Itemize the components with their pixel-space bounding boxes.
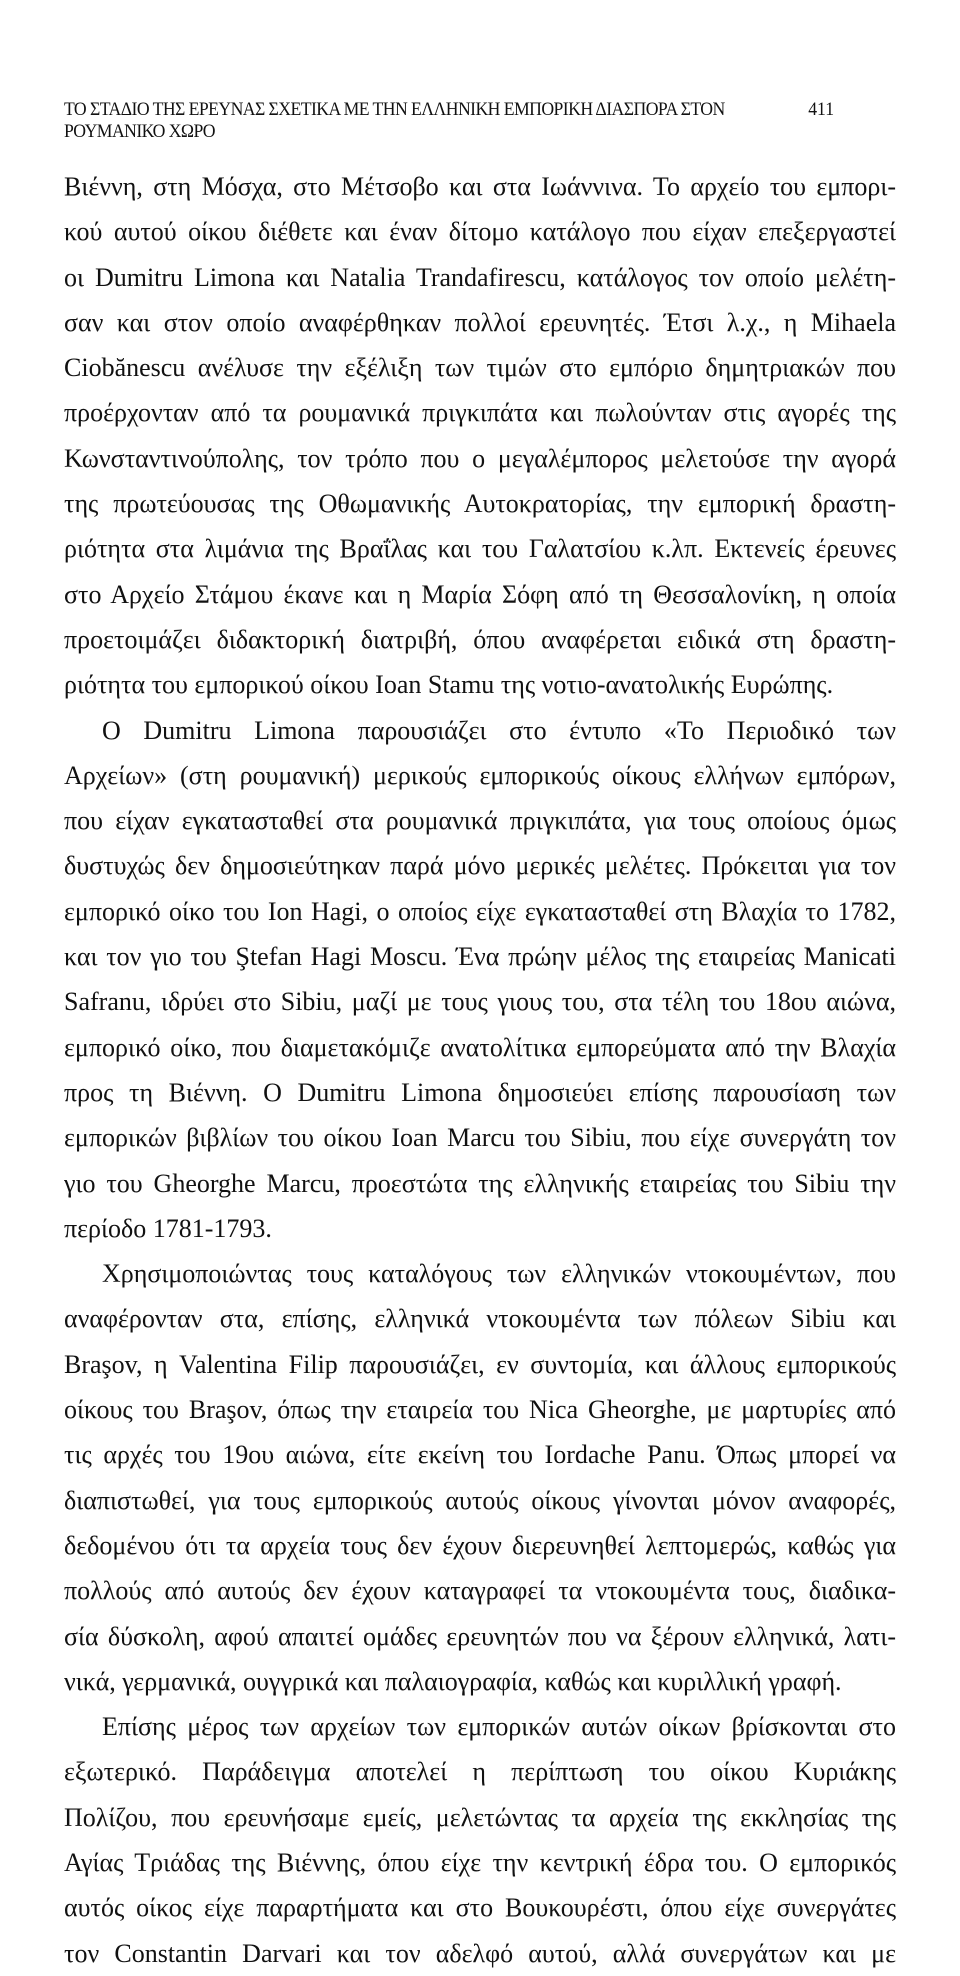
text-line: Πολίζου, που ερευνήσαμε εμείς, μελετώντας τα αρχεία της εκκλησίας της: [64, 1802, 896, 1832]
text-line: προέρχονταν από τα ρουμανικά πριγκιπάτα και πωλούνταν στις αγορές της: [64, 398, 896, 428]
text-line: Ο Dumitru Limona παρουσιάζει στο έντυπο «Το Περιοδικό των: [102, 715, 896, 745]
text-line: κού αυτού οίκου διέθετε και έναν δίτομο κατάλογο που είχαν επεξεργαστεί: [64, 217, 896, 247]
running-title: ΤΟ ΣΤΑΔΙΟ ΤΗΣ ΕΡΕΥΝΑΣ ΣΧΕΤΙΚΑ ΜΕ ΤΗΝ ΕΛΛΗΝΙΚΗ ΕΜΠΟΡΙΚΗ ΔΙΑΣΠΟΡΑ ΣΤΟΝ ΡΟΥΜΑΝΙΚΟ ΧΩΡΟ: [64, 99, 725, 142]
text-line: της πρωτεύουσας της Οθωμανικής Αυτοκρατορίας, την εμπορική δραστη-: [64, 489, 896, 519]
text-line: Κωνσταντινούπολης, τον τρόπο που ο μεγαλέμπορος μελετούσε την αγορά: [64, 443, 896, 473]
text-line: Αρχείων» (στη ρουμανική) μερικούς εμπορικούς οίκους ελλήνων εμπόρων,: [64, 760, 896, 790]
text-line: γιο του Gheorghe Marcu, προεστώτα της ελληνικής εταιρείας του Sibiu την: [64, 1168, 896, 1198]
text-line: περίοδο 1781-1793.: [64, 1213, 272, 1243]
text-line: Χρησιμοποιώντας τους καταλόγους των ελληνικών ντοκουμέντων, που: [102, 1259, 896, 1289]
text-line: νικά, γερμανικά, ουγγρικά και παλαιογραφία, καθώς και κυριλλική γραφή.: [64, 1666, 842, 1696]
text-line: οι Dumitru Limona και Natalia Trandafirescu, κατάλογος τον οποίο μελέτη-: [64, 262, 896, 292]
text-line: προς τη Βιέννη. Ο Dumitru Limona δημοσιεύει επίσης παρουσίαση των: [64, 1077, 896, 1107]
text-line: εμπορικό οίκο, που διαμετακόμιζε ανατολίτικα εμπορεύματα από την Βλαχία: [64, 1032, 896, 1062]
running-head: [64, 99, 834, 143]
text-line: εμπορικών βιβλίων του οίκου Ioan Marcu του Sibiu, που είχε συνεργάτη τον: [64, 1123, 896, 1153]
page-number: 411: [808, 99, 835, 120]
text-line: σαν και στον οποίο αναφέρθηκαν πολλοί ερευνητές. Έτσι λ.χ., η Mihaela: [64, 307, 896, 337]
text-line: προετοιμάζει διδακτορική διατριβή, όπου αναφέρεται ειδικά στη δραστη-: [64, 624, 896, 654]
text-line: Braşov, η Valentina Filip παρουσιάζει, εν συντομία, και άλλους εμπορικούς: [64, 1349, 896, 1379]
text-line: που είχαν εγκατασταθεί στα ρουμανικά πριγκιπάτα, για τους οποίους όμως: [64, 806, 896, 836]
text-line: διαπιστωθεί, για τους εμπορικούς αυτούς οίκους γίνονται μόνον αναφορές,: [64, 1485, 896, 1515]
text-line: τις αρχές του 19ου αιώνα, είτε εκείνη του Iordache Panu. Όπως μπορεί να: [64, 1440, 896, 1470]
text-line: αυτός οίκος είχε παραρτήματα και στο Βουκουρέστι, όπου είχε συνεργάτες: [64, 1893, 896, 1923]
text-line: στο Αρχείο Στάμου έκανε και η Μαρία Σόφη από τη Θεσσαλονίκη, η οποία: [64, 579, 896, 609]
text-line: τον Constantin Darvari και τον αδελφό αυτού, αλλά συνεργάτων και με: [64, 1938, 896, 1968]
text-line: Ciobănescu ανέλυσε την εξέλιξη των τιμών στο εμπόριο δημητριακών που: [64, 353, 896, 383]
text-line: δυστυχώς δεν δημοσιεύτηκαν παρά μόνο μερικές μελέτες. Πρόκειται για τον: [64, 851, 896, 881]
text-line: Safranu, ιδρύει στο Sibiu, μαζί με τους γιους του, στα τέλη του 18ου αιώνα,: [64, 987, 896, 1017]
text-line: οίκους του Braşov, όπως την εταιρεία του Nica Gheorghe, με μαρτυρίες από: [64, 1395, 896, 1425]
text-line: ριότητα στα λιμάνια της Βραΐλας και του Γαλατσίου κ.λπ. Εκτενείς έρευνες: [64, 534, 896, 564]
body-text: [64, 164, 896, 1976]
text-line: Επίσης μέρος των αρχείων των εμπορικών αυτών οίκων βρίσκονται στο: [102, 1712, 896, 1742]
text-line: Αγίας Τριάδας της Βιέννης, όπου είχε την κεντρική έδρα του. Ο εμπορικός: [64, 1847, 896, 1877]
text-line: πολλούς από αυτούς δεν έχουν καταγραφεί τα ντοκουμέντα τους, διαδικα-: [64, 1576, 896, 1606]
text-line: δεδομένου ότι τα αρχεία τους δεν έχουν διερευνηθεί λεπτομερώς, καθώς για: [64, 1530, 896, 1560]
text-line: εξωτερικό. Παράδειγμα αποτελεί η περίπτωση του οίκου Κυριάκης: [64, 1757, 896, 1787]
text-line: Βιέννη, στη Μόσχα, στο Μέτσοβο και στα Ιωάννινα. Το αρχείο του εμπορι-: [64, 172, 896, 201]
text-line: εμπορικό οίκο του Ion Hagi, ο οποίος είχε εγκατασταθεί στη Βλαχία το 1782,: [64, 896, 896, 926]
text-line: αναφέρονταν στα, επίσης, ελληνικά ντοκουμέντα των πόλεων Sibiu και: [64, 1304, 896, 1334]
text-line: σία δύσκολη, αφού απαιτεί ομάδες ερευνητών που να ξέρουν ελληνικά, λατι-: [64, 1621, 896, 1651]
text-line: και τον γιο του Ştefan Hagi Moscu. Ένα πρώην μέλος της εταιρείας Manicati: [64, 942, 896, 972]
text-line: ριότητα του εμπορικού οίκου Ioan Stamu της νοτιο-ανατολικής Ευρώπης.: [64, 670, 834, 700]
